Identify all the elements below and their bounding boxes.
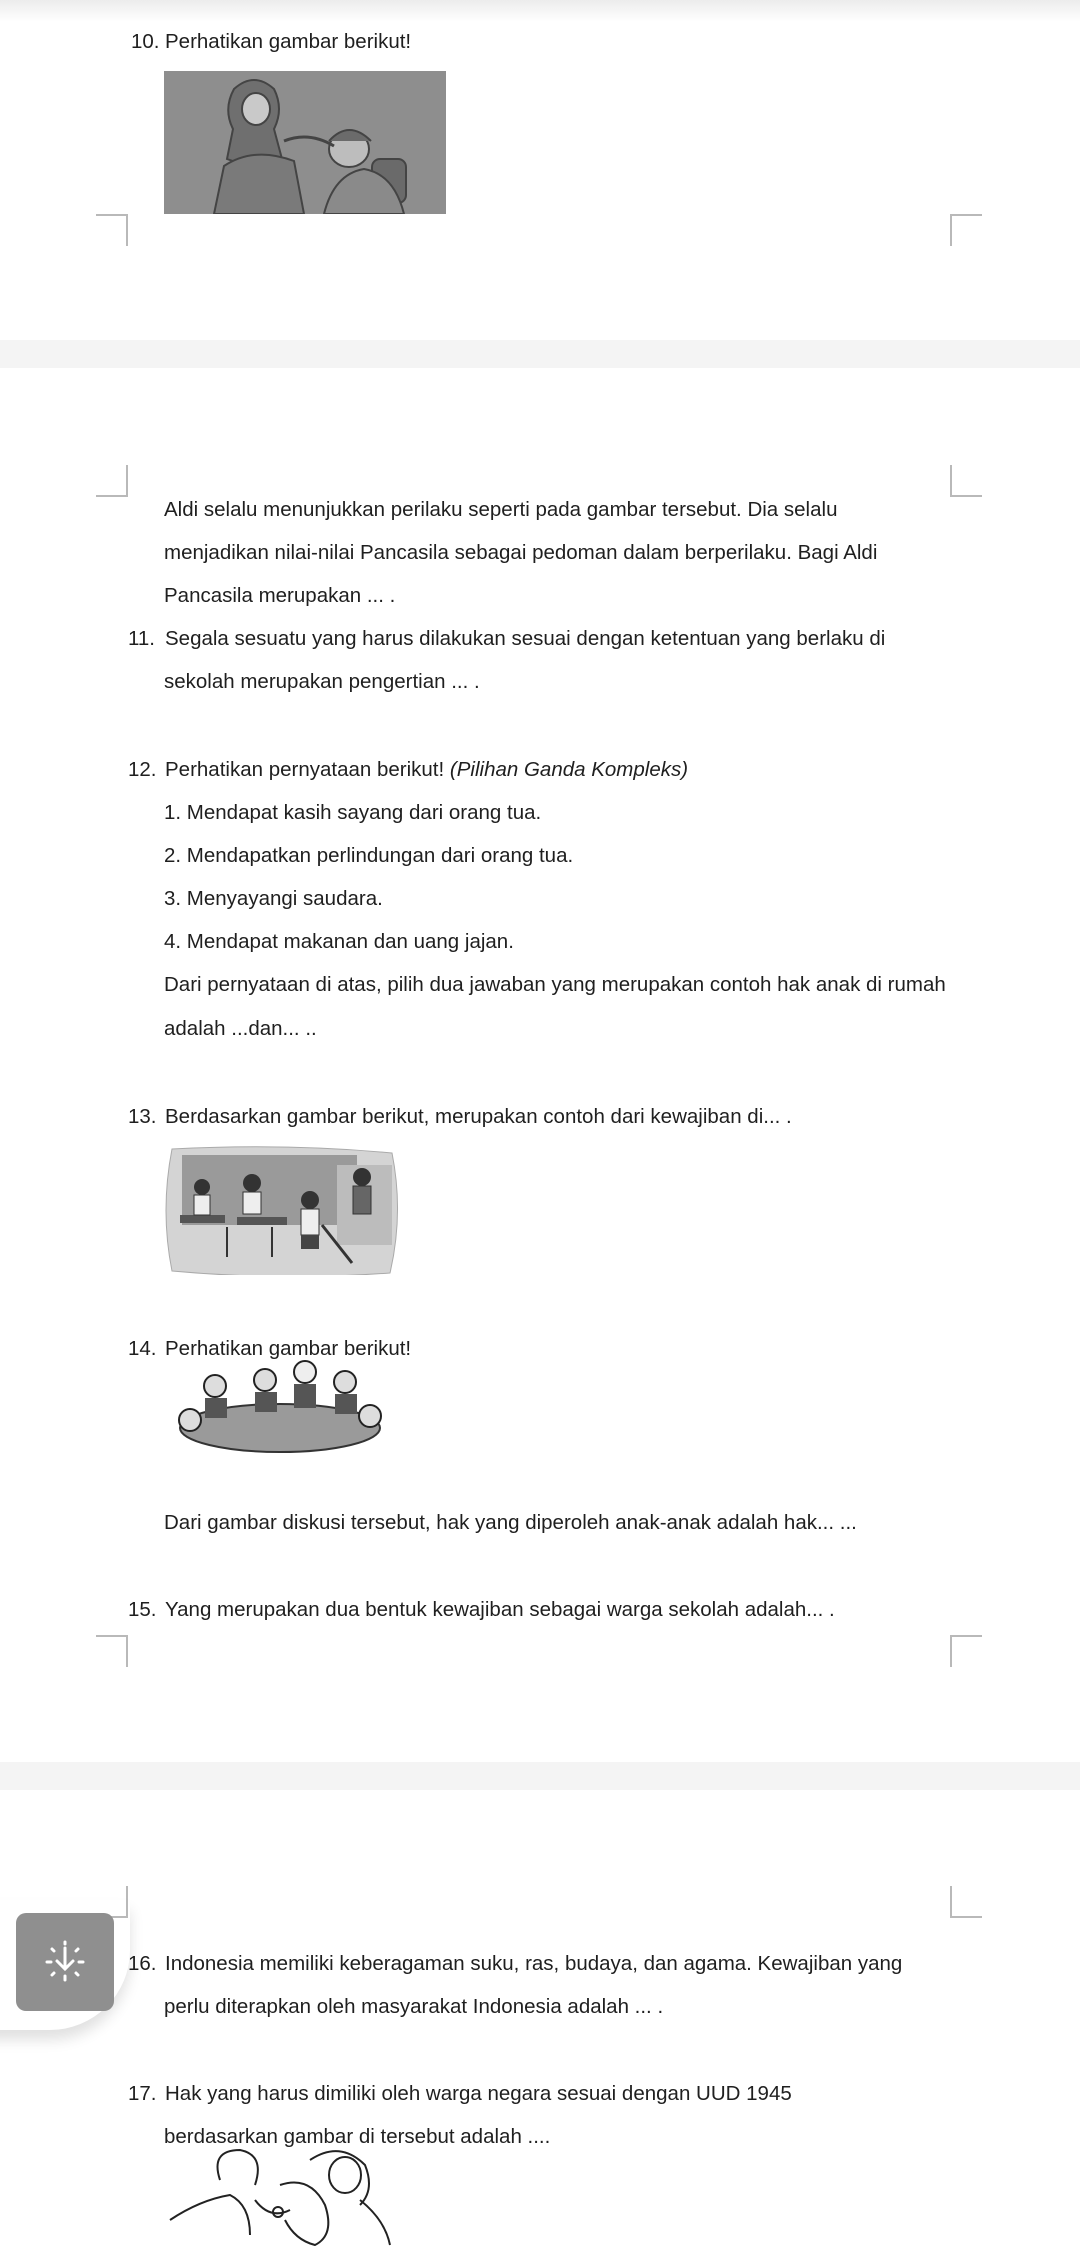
q17-line1: Hak yang harus dimiliki oleh warga negara sesuai dengan UUD 1945 — [165, 2082, 792, 2105]
q16-number: 16. — [128, 1952, 157, 1975]
q12-note: (Pilihan Ganda Kompleks) — [449, 758, 689, 781]
q11-line1: Segala sesuatu yang harus dilakukan sesuai dengan ketentuan yang berlaku di — [165, 627, 886, 650]
q14-line1: Dari gambar diskusi tersebut, hak yang diperoleh anak-anak adalah hak... ... — [164, 1511, 857, 1534]
sparkle-download-icon — [41, 1938, 89, 1986]
q14-image — [170, 1358, 390, 1458]
q17-line2: berdasarkan gambar di tersebut adalah .... — [164, 2125, 551, 2148]
page-gap — [0, 1762, 1080, 1790]
page-corner-mark — [950, 1635, 982, 1667]
q10-image — [164, 71, 446, 214]
q13-text: Berdasarkan gambar berikut, merupakan contoh dari kewajiban di... . — [165, 1105, 792, 1128]
q12-text: Perhatikan pernyataan berikut! (Pilihan Ganda Kompleks) — [165, 758, 689, 781]
q10-cont-line3: Pancasila merupakan ... . — [164, 584, 396, 607]
q17-number: 17. — [128, 2082, 157, 2105]
q13-number: 13. — [128, 1105, 157, 1128]
q12-item: 4. Mendapat makanan dan uang jajan. — [164, 930, 514, 953]
q12-number: 12. — [128, 758, 157, 781]
q14-text: Perhatikan gambar berikut! — [165, 1337, 412, 1360]
q10-cont-line2: menjadikan nilai-nilai Pancasila sebagai pedoman dalam berperilaku. Bagi Aldi — [164, 541, 878, 564]
q16-line2: perlu diterapkan oleh masyarakat Indonesia adalah ... . — [164, 1995, 664, 2018]
top-shadow — [0, 0, 1080, 22]
q12-line2: adalah ...dan... .. — [164, 1017, 317, 1040]
q14-number: 14. — [128, 1337, 157, 1360]
q11-number: 11. — [128, 627, 155, 650]
page-corner-mark — [950, 465, 982, 497]
q15-number: 15. — [128, 1598, 157, 1621]
q10-number: 10. — [131, 30, 160, 53]
q10-text: Perhatikan gambar berikut! — [165, 30, 412, 53]
q11-line2: sekolah merupakan pengertian ... . — [164, 670, 480, 693]
q16-line1: Indonesia memiliki keberagaman suku, ras, budaya, dan agama. Kewajiban yang — [165, 1952, 903, 1975]
q15-text: Yang merupakan dua bentuk kewajiban sebagai warga sekolah adalah... . — [165, 1598, 835, 1621]
page-gap — [0, 340, 1080, 368]
q12-item: 1. Mendapat kasih sayang dari orang tua. — [164, 801, 542, 824]
q12-item: 2. Mendapatkan perlindungan dari orang tua. — [164, 844, 574, 867]
q10-cont-line1: Aldi selalu menunjukkan perilaku seperti pada gambar tersebut. Dia selalu — [164, 498, 838, 521]
q13-image — [162, 1145, 402, 1275]
download-fab-button[interactable] — [16, 1913, 114, 2011]
q12-item: 3. Menyayangi saudara. — [164, 887, 383, 910]
q12-line1: Dari pernyataan di atas, pilih dua jawaban yang merupakan contoh hak anak di rumah — [164, 973, 946, 996]
page-corner-mark — [950, 1886, 982, 1918]
page-corner-mark — [96, 214, 128, 246]
q17-image — [160, 2140, 400, 2250]
page-corner-mark — [96, 465, 128, 497]
page-corner-mark — [950, 214, 982, 246]
page-corner-mark — [96, 1635, 128, 1667]
